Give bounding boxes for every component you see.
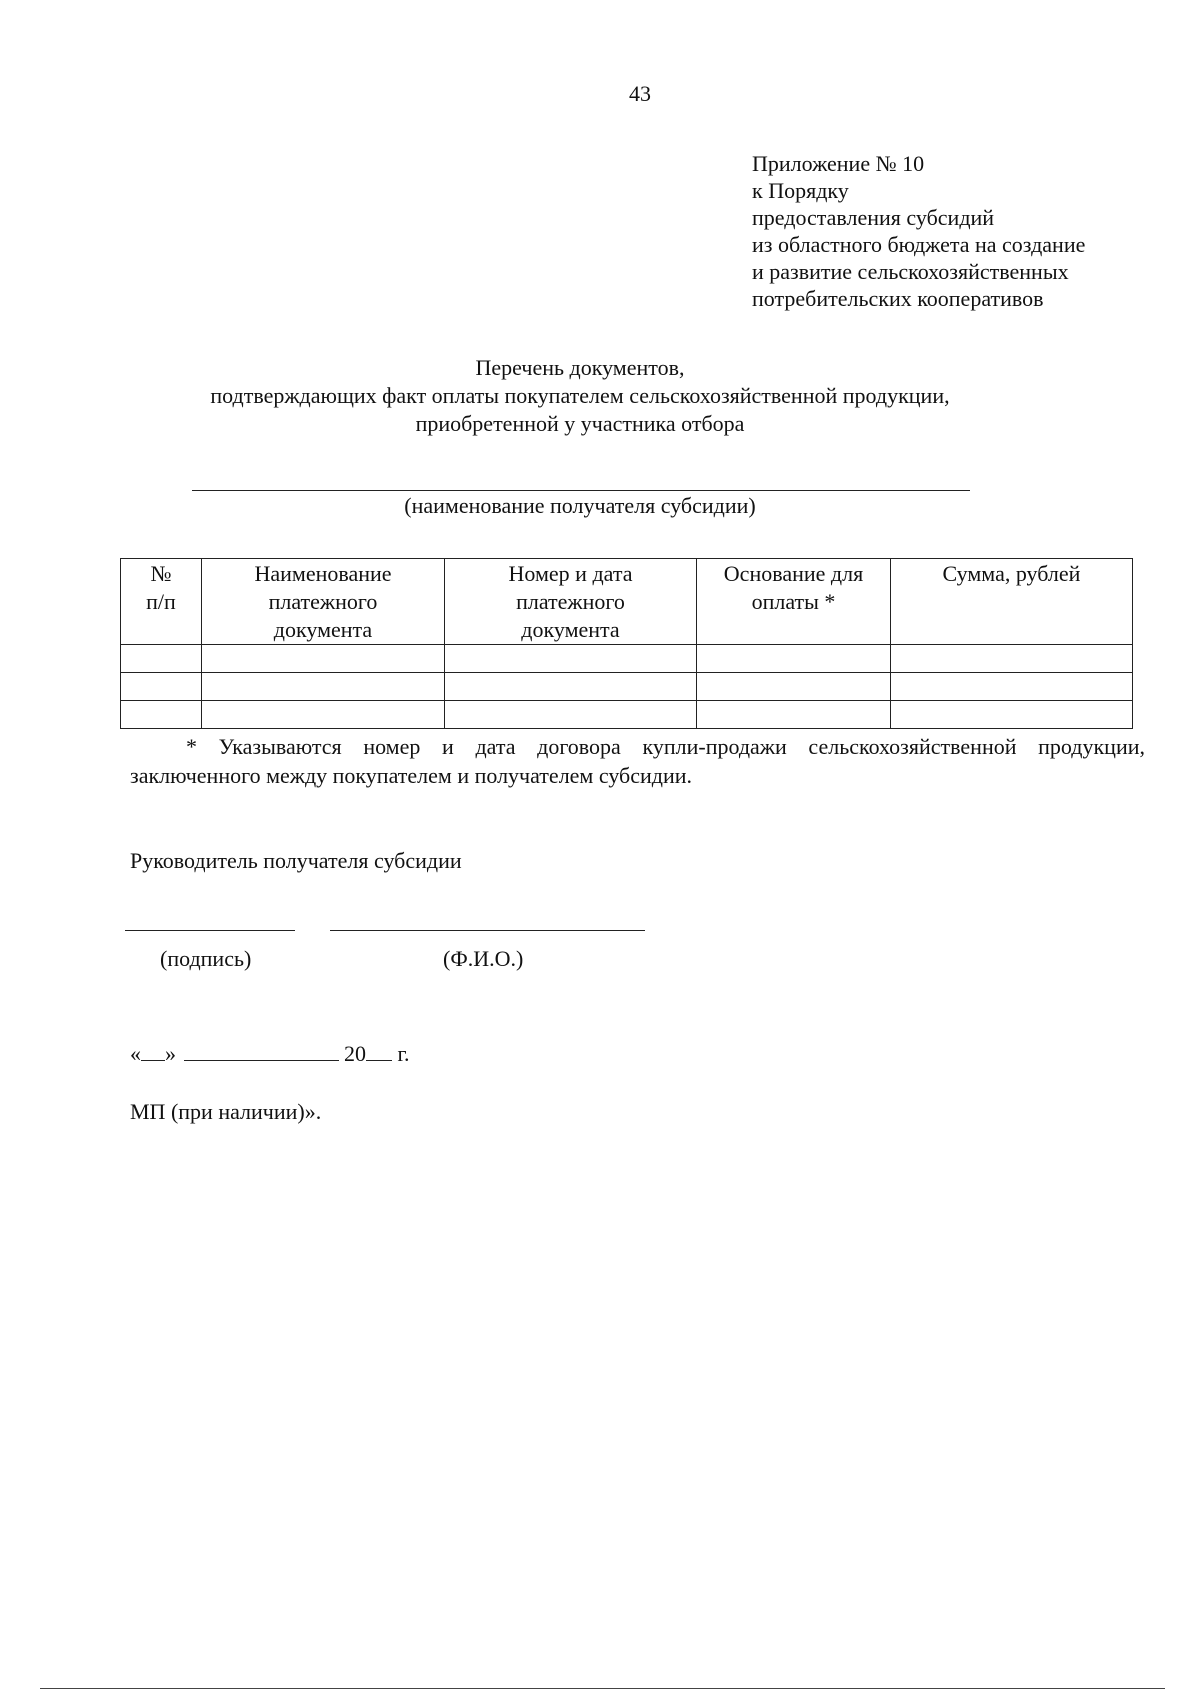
day-field[interactable]	[141, 1040, 165, 1061]
title-line: приобретенной у участника отбора	[415, 411, 745, 436]
month-field[interactable]	[184, 1040, 339, 1061]
table-row	[121, 645, 1133, 673]
year-field[interactable]	[366, 1040, 392, 1061]
close-quote: »	[165, 1041, 176, 1066]
table-cell[interactable]	[445, 701, 697, 729]
appendix-line: предоставления субсидий	[752, 205, 995, 230]
table-cell[interactable]	[445, 673, 697, 701]
table-cell[interactable]	[891, 645, 1133, 673]
signature-caption: (подпись)	[160, 946, 252, 971]
header-text: платежного	[516, 589, 625, 614]
column-header-number-date	[445, 559, 697, 645]
full-name-field[interactable]	[330, 930, 645, 931]
open-quote: «	[130, 1041, 141, 1066]
page-bottom-divider	[40, 1688, 1165, 1689]
table-cell[interactable]	[697, 645, 891, 673]
column-header-payment-basis	[697, 559, 891, 645]
header-text: №	[150, 561, 172, 586]
table-cell[interactable]	[202, 701, 445, 729]
payment-documents-table	[120, 558, 1133, 729]
page-number: 43	[629, 81, 651, 106]
table-cell[interactable]	[697, 673, 891, 701]
head-of-recipient-label: Руководитель получателя субсидии	[130, 848, 462, 873]
column-header-amount	[891, 559, 1133, 645]
footnote: * Указываются номер и дата договора купли-продажи сельскохозяйственной продукции, заключенного между покупателем и получателем субсидии.	[130, 734, 1145, 788]
table-cell[interactable]	[445, 645, 697, 673]
header-text: документа	[521, 617, 620, 642]
header-text: Номер и дата	[508, 561, 633, 586]
year-prefix: 20	[344, 1041, 366, 1066]
table-cell[interactable]	[202, 673, 445, 701]
year-suffix: г.	[397, 1041, 410, 1066]
header-text: Основание для	[723, 561, 864, 586]
recipient-name-field[interactable]	[192, 490, 970, 491]
appendix-line: Приложение № 10	[752, 151, 925, 176]
appendix-reference	[752, 150, 1172, 312]
table-cell[interactable]	[891, 701, 1133, 729]
table-cell[interactable]	[891, 673, 1133, 701]
table-cell[interactable]	[697, 701, 891, 729]
date-line	[130, 1040, 410, 1068]
column-header-document-name	[202, 559, 445, 645]
document-title	[120, 354, 1040, 438]
title-line: подтверждающих факт оплаты покупателем сельскохозяйственной продукции,	[210, 383, 950, 408]
table-cell[interactable]	[121, 673, 202, 701]
table-row	[121, 701, 1133, 729]
appendix-line: потребительских кооперативов	[752, 286, 1044, 311]
stamp-note: МП (при наличии)».	[130, 1099, 322, 1124]
full-name-caption: (Ф.И.О.)	[443, 946, 524, 971]
appendix-line: к Порядку	[752, 178, 849, 203]
table-cell[interactable]	[202, 645, 445, 673]
signature-field[interactable]	[125, 930, 295, 931]
table-cell[interactable]	[121, 645, 202, 673]
header-text: платежного	[268, 589, 378, 614]
header-text: оплаты *	[751, 589, 836, 614]
header-text: документа	[273, 617, 373, 642]
header-text: Наименование	[254, 561, 392, 586]
header-text: Сумма, рублей	[942, 561, 1081, 586]
table-header-row	[121, 559, 1133, 645]
appendix-line: из областного бюджета на создание	[752, 232, 1086, 257]
table-cell[interactable]	[121, 701, 202, 729]
title-line: Перечень документов,	[475, 355, 685, 380]
recipient-caption: (наименование получателя субсидии)	[404, 493, 756, 518]
header-text: п/п	[146, 589, 176, 614]
appendix-line: и развитие сельскохозяйственных	[752, 259, 1069, 284]
table-row	[121, 673, 1133, 701]
column-header-number	[121, 559, 202, 645]
